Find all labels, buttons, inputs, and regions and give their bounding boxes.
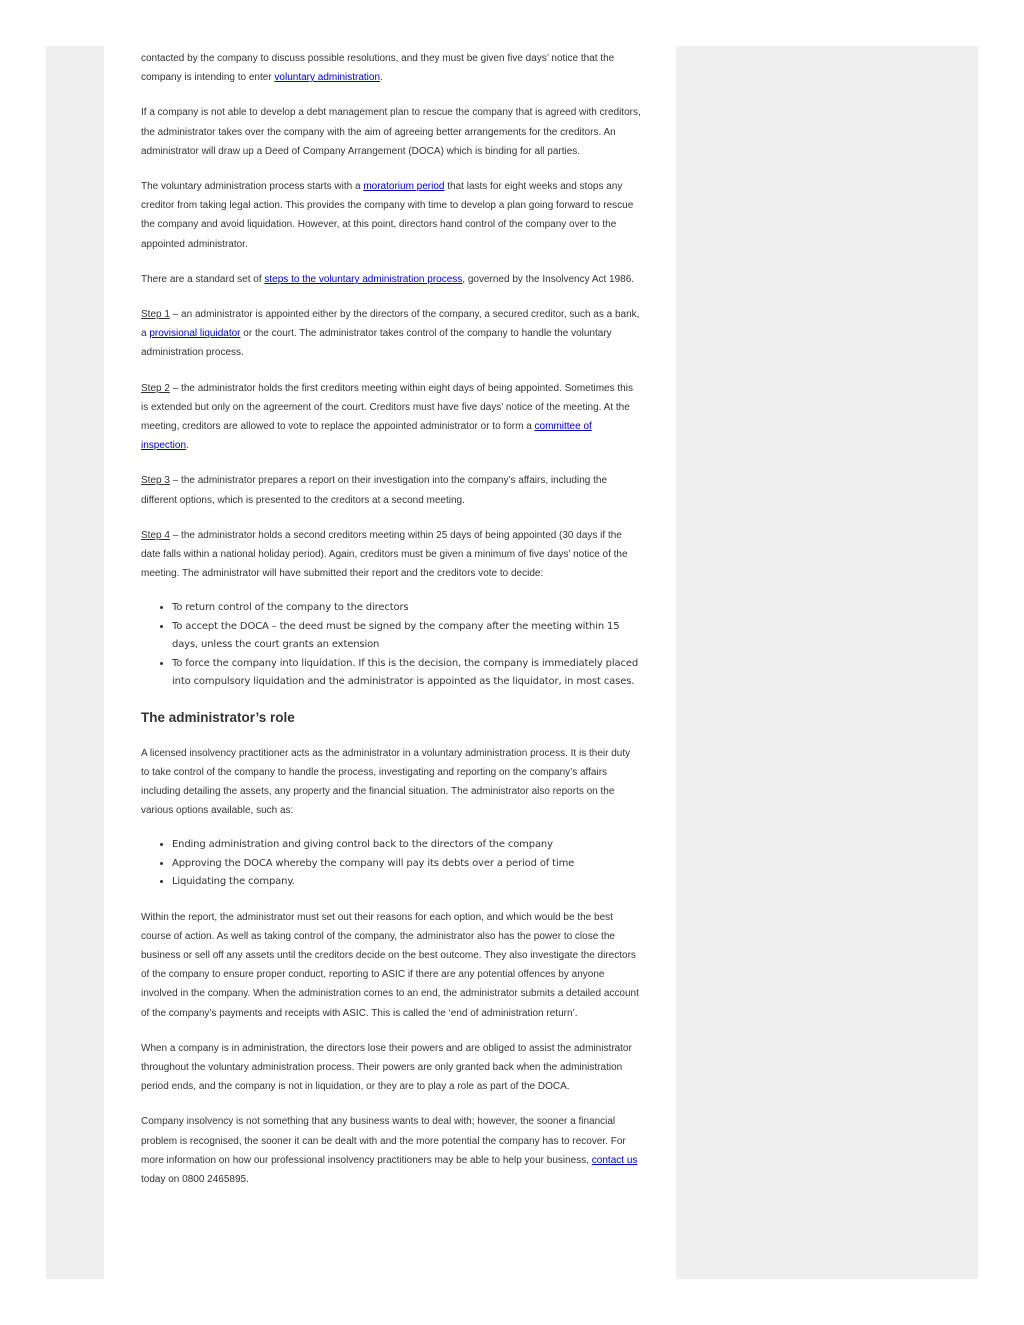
step-2-label: Step 2 <box>141 382 170 394</box>
step-4-label: Step 4 <box>141 529 170 541</box>
list-item: • To force the company into liquidation. If this is the decision, the company is immediately placed into compulsory liquidation and the administrator is appointed as the liquidator, in most cases. <box>172 655 641 692</box>
step-4-paragraph <box>141 526 641 584</box>
text: – the administrator holds a second creditors meeting within 25 days of being appointed (30 days if the date falls within a national holiday period). Again, creditors must be given a minimum of five days’ notice of the meeting. The administrator will have submitted their report and the creditors vote to decide: <box>141 529 628 580</box>
contact-us-link[interactable]: contact us <box>591 1154 638 1166</box>
left-gutter <box>46 46 104 1279</box>
intro-paragraph-1 <box>141 49 641 87</box>
role-paragraph-4 <box>141 1112 641 1189</box>
text: , governed by the Insolvency Act 1986. <box>462 273 635 285</box>
intro-end: . <box>380 72 383 84</box>
text: or the court. The administrator takes control of the company to handle the voluntary administration process. <box>141 328 612 359</box>
text: The voluntary administration process starts with a <box>141 181 364 193</box>
committee-of-inspection-link[interactable]: committee of inspection <box>141 421 592 452</box>
text: that lasts for eight weeks and stops any creditor from taking legal action. This provides the company with time to develop a plan going forward to rescue the company and avoid liquidation. However, at this point, directors hand control of the company over to the appointed administrator. <box>141 181 634 250</box>
list-item: • Liquidating the company. <box>172 873 641 891</box>
role-paragraph-3: When a company is in administration, the directors lose their powers and are obliged to assist the administrator throughout the voluntary administration process. Their powers are only granted back when the administration period ends, and the company is not in liquidation, or they are to play a role as part of the DOCA. <box>141 1042 632 1093</box>
role-paragraph-1: A licensed insolvency practitioner acts as the administrator in a voluntary administration process. It is their duty to take control of the company to handle the process, investigating and reporting on the company’s affairs including detailing the assets, any property and the financial situation. The administrator also reports on the various options available, such as: <box>141 747 631 817</box>
step-3-paragraph <box>141 471 641 509</box>
intro-paragraph-3 <box>141 177 641 254</box>
intro-text: contacted by the company to discuss possible resolutions, and they must be given five days’ notice that the company is intending to enter <box>141 53 615 84</box>
role-paragraph-2: Within the report, the administrator must set out their reasons for each option, and which would be the best course of action. As well as taking control of the company, the administrator also has the power to close the business or sell off any assets until the creditors decide on the best outcome. They also investigate the directors of the company to ensure proper conduct, reporting to ASIC if there are any potential offences by anyone involved in the company. When the administration comes to an end, the administrator submits a detailed account of the company’s payments and receipts with ASIC. This is called the ‘end of administration return’. <box>141 911 639 1019</box>
list-item: • Ending administration and giving control back to the directors of the company <box>172 836 641 854</box>
list-item: • Approving the DOCA whereby the company will pay its debts over a period of time <box>172 855 641 873</box>
step-3-label: Step 3 <box>141 475 170 487</box>
moratorium-period-link[interactable]: moratorium period <box>363 181 445 193</box>
text: today on 0800 2465895. <box>141 1173 249 1185</box>
step-1-label: Step 1 <box>141 309 170 321</box>
role-options-list <box>141 836 641 891</box>
text: There are a standard set of <box>141 273 265 285</box>
article-body <box>141 46 641 1205</box>
step-1-paragraph <box>141 305 641 363</box>
text: Company insolvency is not something that any business wants to deal with; however, the sooner a financial problem is recognised, the sooner it can be dealt with and the more potential the company has to recover. For more information on how our professional insolvency practitioners may be able to help your business, <box>141 1116 626 1166</box>
list-item: • To accept the DOCA – the deed must be signed by the company after the meeting within 15 days, unless the court grants an extension <box>172 618 641 655</box>
text: – the administrator holds the first creditors meeting within eight days of being appointed. Sometimes this is extended but only on the agreement of the court. Creditors must have five days’ notice of the meeting. At the meeting, creditors are allowed to vote to replace the appointed administrator or to form a <box>141 382 633 433</box>
intro-paragraph-4 <box>141 270 641 289</box>
text: . <box>186 440 189 452</box>
steps-process-link[interactable]: steps to the voluntary administration process <box>264 273 463 285</box>
right-sidebar <box>676 46 978 1279</box>
voluntary-administration-link[interactable]: voluntary administration <box>274 72 381 84</box>
list-item: • To return control of the company to the directors <box>172 599 641 617</box>
text: – an administrator is appointed either by the directors of the company, a secured creditor, such as a bank, a <box>141 309 640 340</box>
text: – the administrator prepares a report on their investigation into the company’s affairs, including the different options, which is presented to the creditors at a second meeting. <box>141 475 608 506</box>
intro-paragraph-2: If a company is not able to develop a debt management plan to rescue the company that is agreed with creditors, the administrator takes over the company with the aim of agreeing better arrangements for the creditors. An administrator will draw up a Deed of Company Arrangement (DOCA) which is binding for all parties. <box>141 107 641 157</box>
vote-options-list <box>141 599 641 691</box>
step-2-paragraph <box>141 379 641 456</box>
provisional-liquidator-link[interactable]: provisional liquidator <box>149 328 241 340</box>
section-heading: The administrator’s role <box>141 709 295 725</box>
